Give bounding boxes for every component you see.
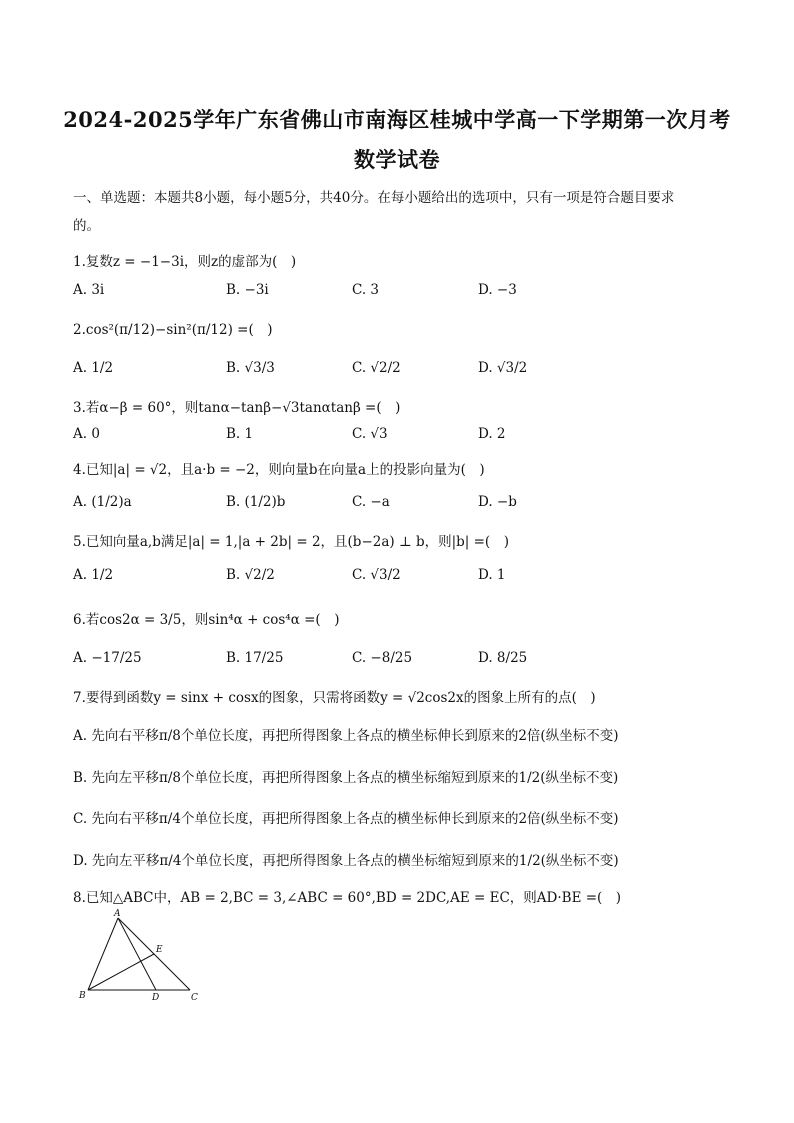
- question-2-option-c: C. √2/2: [352, 360, 401, 376]
- question-6-option-d: D. 8/25: [478, 650, 528, 666]
- question-4-option-a: A. (1/2)a: [73, 494, 132, 510]
- question-7-option-a: A. 先向右平移π/8个单位长度，再把所得图象上各点的横坐标伸长到原来的2倍(纵坐标不变): [73, 728, 619, 744]
- question-2-option-a: A. 1/2: [73, 360, 114, 376]
- section-instructions-line2: 的。: [73, 218, 100, 234]
- question-3-option-b: B. 1: [226, 426, 254, 442]
- label-d: D: [152, 993, 160, 1003]
- section-instructions-line1: 一、单选题：本题共8小题，每小题5分，共40分。在每小题给出的选项中，只有一项是符合题目要求: [73, 190, 675, 206]
- exam-title-line2: 数学试卷: [354, 147, 440, 172]
- question-4-option-b: B. (1/2)b: [226, 494, 286, 510]
- segment-be: [88, 954, 154, 990]
- question-6-option-c: C. −8/25: [352, 650, 413, 666]
- question-1-stem: 1.复数z = −1−3i，则z的虚部为( ): [73, 254, 297, 270]
- question-2-stem: 2.cos²(π/12)−sin²(π/12) =( ): [73, 322, 273, 338]
- question-3-option-c: C. √3: [352, 426, 388, 442]
- label-c: C: [191, 993, 198, 1003]
- label-a: A: [114, 909, 121, 919]
- question-1-option-a: A. 3i: [73, 282, 105, 298]
- question-6-option-a: A. −17/25: [73, 650, 142, 666]
- question-5-stem: 5.已知向量a,b满足|a| = 1,|a + 2b| = 2，且(b−2a) ⊥ b，则|b| =( ): [73, 534, 509, 550]
- question-2-option-b: B. √3/3: [226, 360, 275, 376]
- question-5-option-d: D. 1: [478, 567, 506, 583]
- question-6-option-b: B. 17/25: [226, 650, 284, 666]
- question-7-option-d: D. 先向左平移π/4个单位长度，再把所得图象上各点的横坐标缩短到原来的1/2(纵坐标不变): [73, 853, 619, 869]
- question-1-option-d: D. −3: [478, 282, 517, 298]
- question-8-stem: 8.已知△ABC中，AB = 2,BC = 3,∠ABC = 60°,BD = 2DC,AE = EC，则AD·BE =( ): [73, 890, 622, 906]
- question-7-stem: 7.要得到函数y = sinx + cosx的图象，只需将函数y = √2cos2x的图象上所有的点( ): [73, 690, 596, 706]
- question-5-option-b: B. √2/2: [226, 567, 275, 583]
- edge-ab: [88, 918, 118, 990]
- question-6-stem: 6.若cos2α = 3/5，则sin⁴α + cos⁴α =( ): [73, 612, 340, 628]
- question-3-stem: 3.若α−β = 60°，则tanα−tanβ−√3tanαtanβ =( ): [73, 400, 401, 416]
- triangle-figure: [78, 908, 208, 1004]
- question-7-option-b: B. 先向左平移π/8个单位长度，再把所得图象上各点的横坐标缩短到原来的1/2(纵坐标不变): [73, 770, 619, 786]
- label-b: B: [79, 991, 86, 1001]
- question-7-option-c: C. 先向右平移π/4个单位长度，再把所得图象上各点的横坐标伸长到原来的2倍(纵坐标不变): [73, 811, 619, 827]
- question-3-option-d: D. 2: [478, 426, 506, 442]
- question-5-option-c: C. √3/2: [352, 567, 401, 583]
- segment-ad: [118, 918, 156, 990]
- question-4-option-d: D. −b: [478, 494, 517, 510]
- question-3-option-a: A. 0: [73, 426, 100, 442]
- label-e: E: [156, 945, 163, 955]
- question-2-option-d: D. √3/2: [478, 360, 528, 376]
- question-5-option-a: A. 1/2: [73, 567, 114, 583]
- question-1-option-c: C. 3: [352, 282, 380, 298]
- section-instructions: [73, 183, 723, 241]
- question-1-option-b: B. −3i: [226, 282, 269, 298]
- exam-title-line1: 2024-2025学年广东省佛山市南海区桂城中学高一下学期第一次月考: [63, 107, 731, 132]
- question-4-option-c: C. −a: [352, 494, 390, 510]
- question-4-stem: 4.已知|a| = √2，且a·b = −2，则向量b在向量a上的投影向量为( ): [73, 462, 485, 478]
